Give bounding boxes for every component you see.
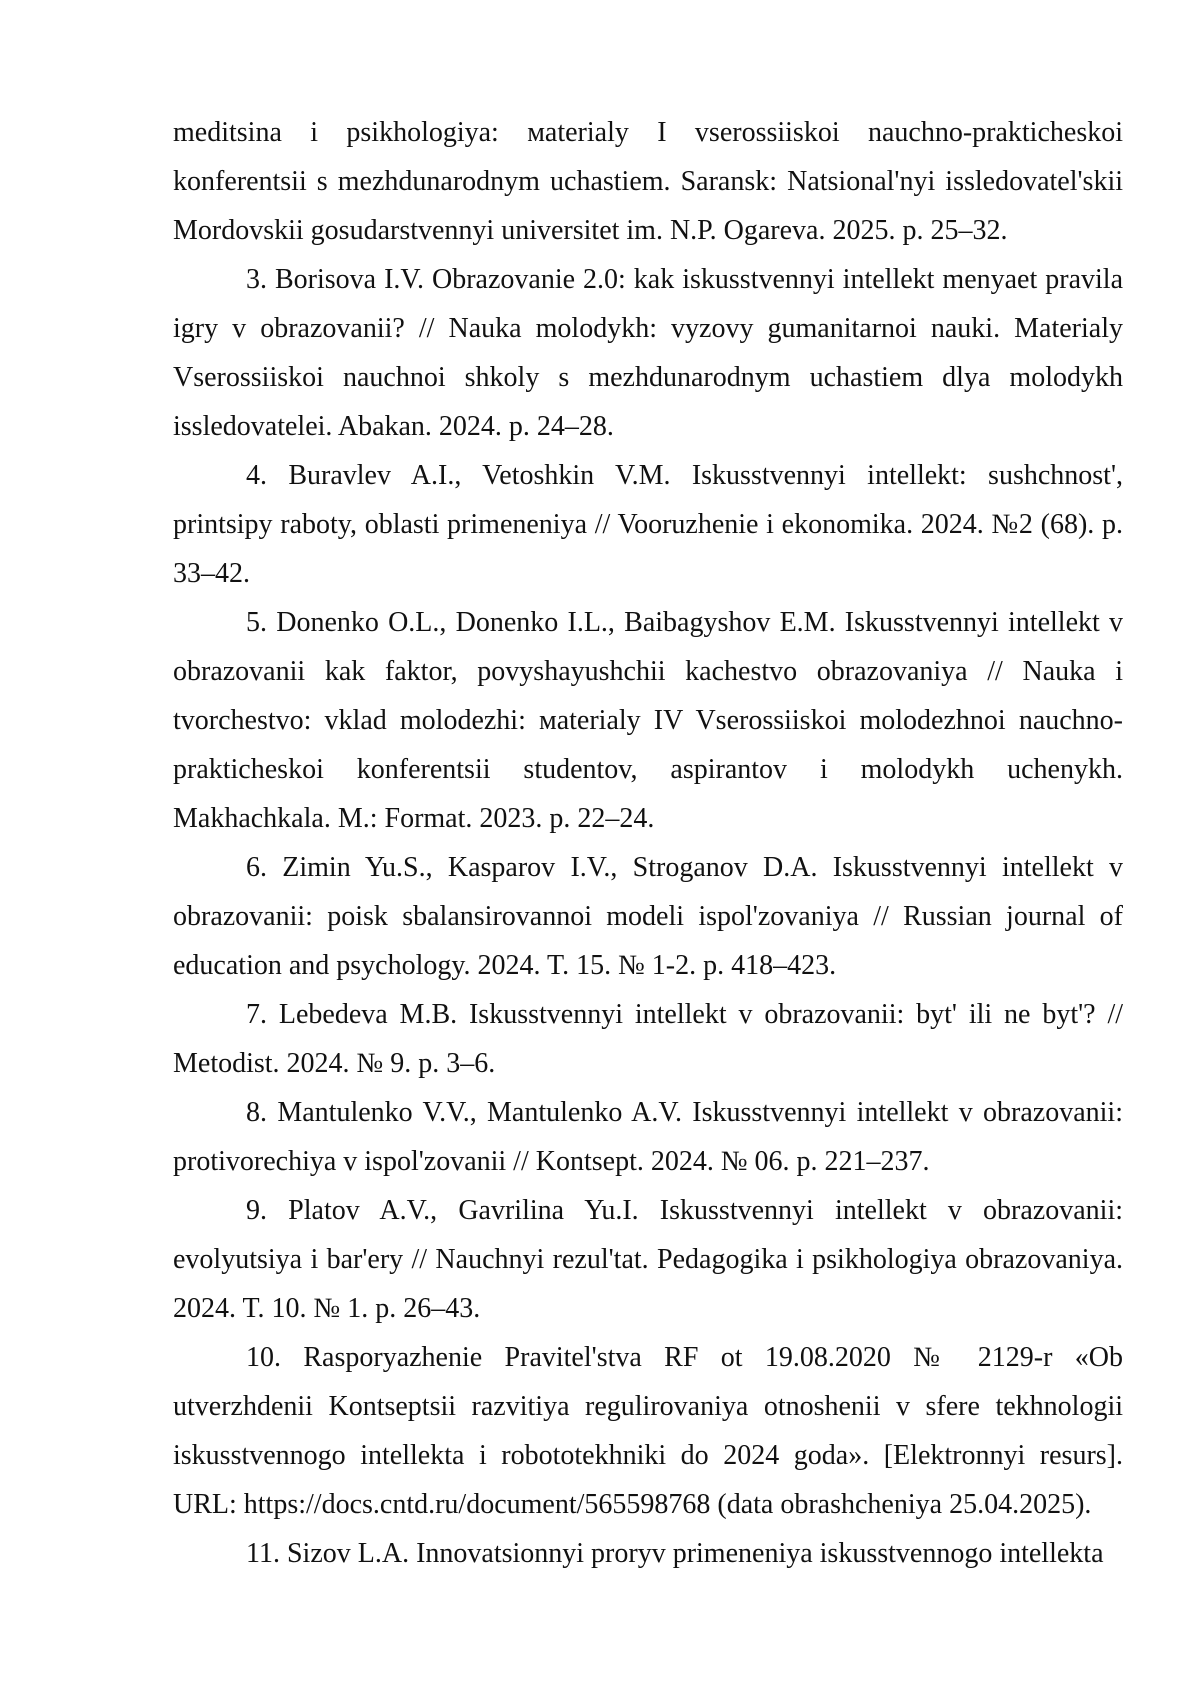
reference-item-6: 6. Zimin Yu.S., Kasparov I.V., Stroganov D.A. Iskusstvennyi intellekt v obrazovanii: poisk sbalansirovannoi modeli ispol'zovaniya // Russian journal of education and psychology. 2024. T. 15. № 1-2. p. 418–423. [173, 852, 1123, 981]
reference-item-7: 7. Lebedeva M.B. Iskusstvennyi intellekt v obrazovanii: byt' ili ne byt'? // Metodist. 2024. № 9. p. 3–6. [173, 999, 1123, 1079]
reference-list [173, 108, 1123, 1578]
reference-item-5: 5. Donenko O.L., Donenko I.L., Baibagyshov E.M. Iskusstvennyi intellekt v obrazovanii kak faktor, povyshayushchii kachestvo obrazovaniya // Nauka i tvorchestvo: vklad molodezhi: мaterialy IV Vserossiiskoi molodezhnoi nauchno-prakticheskoi konferentsii studentov, aspirantov i molodykh uchenykh. Makhachkala. M.: Format. 2023. p. 22–24. [173, 607, 1123, 834]
reference-item-11: 11. Sizov L.A. Innovatsionnyi proryv primeneniya iskusstvennogo intellekta [246, 1538, 1104, 1569]
reference-item-8: 8. Mantulenko V.V., Mantulenko A.V. Iskusstvennyi intellekt v obrazovanii: protivorechiya v ispol'zovanii // Kontsept. 2024. № 06. p. 221–237. [173, 1097, 1123, 1177]
reference-item-3: 3. Borisova I.V. Obrazovanie 2.0: kak iskusstvennyi intellekt menyaet pravila igry v obrazovanii? // Nauka molodykh: vyzovy gumanitarnoi nauki. Materialy Vserossiiskoi nauchnoi shkoly s mezhdunarodnym uchastiem dlya molodykh issledovatelei. Abakan. 2024. p. 24–28. [173, 264, 1123, 442]
reference-item-10: 10. Rasporyazhenie Pravitel'stva RF ot 19.08.2020 № 2129-r «Ob utverzhdenii Kontseptsii razvitiya regulirovaniya otnoshenii v sfere tekhnologii iskusstvennogo intellekta i robototekhniki do 2024 goda». [Elektronnyi resurs]. URL: https://docs.cntd.ru/document/565598768 (data obrashcheniya 25.04.2025). [173, 1342, 1123, 1520]
reference-item-2-continued: meditsina i psikhologiya: мaterialy I vserossiiskoi nauchno-prakticheskoi konferentsii s mezhdunarodnym uchastiem. Saransk: Natsional'nyi issledovatel'skii Mordovskii gosudarstvennyi universitet im. N.P. Ogareva. 2025. p. 25–32. [173, 117, 1123, 246]
reference-item-4: 4. Buravlev A.I., Vetoshkin V.M. Iskusstvennyi intellekt: sushchnost', printsipy raboty, oblasti primeneniya // Vooruzhenie i ekonomika. 2024. №2 (68). p. 33–42. [173, 460, 1123, 589]
reference-item-9: 9. Platov A.V., Gavrilina Yu.I. Iskusstvennyi intellekt v obrazovanii: evolyutsiya i bar'ery // Nauchnyi rezul'tat. Pedagogika i psikhologiya obrazovaniya. 2024. T. 10. № 1. p. 26–43. [173, 1195, 1123, 1324]
